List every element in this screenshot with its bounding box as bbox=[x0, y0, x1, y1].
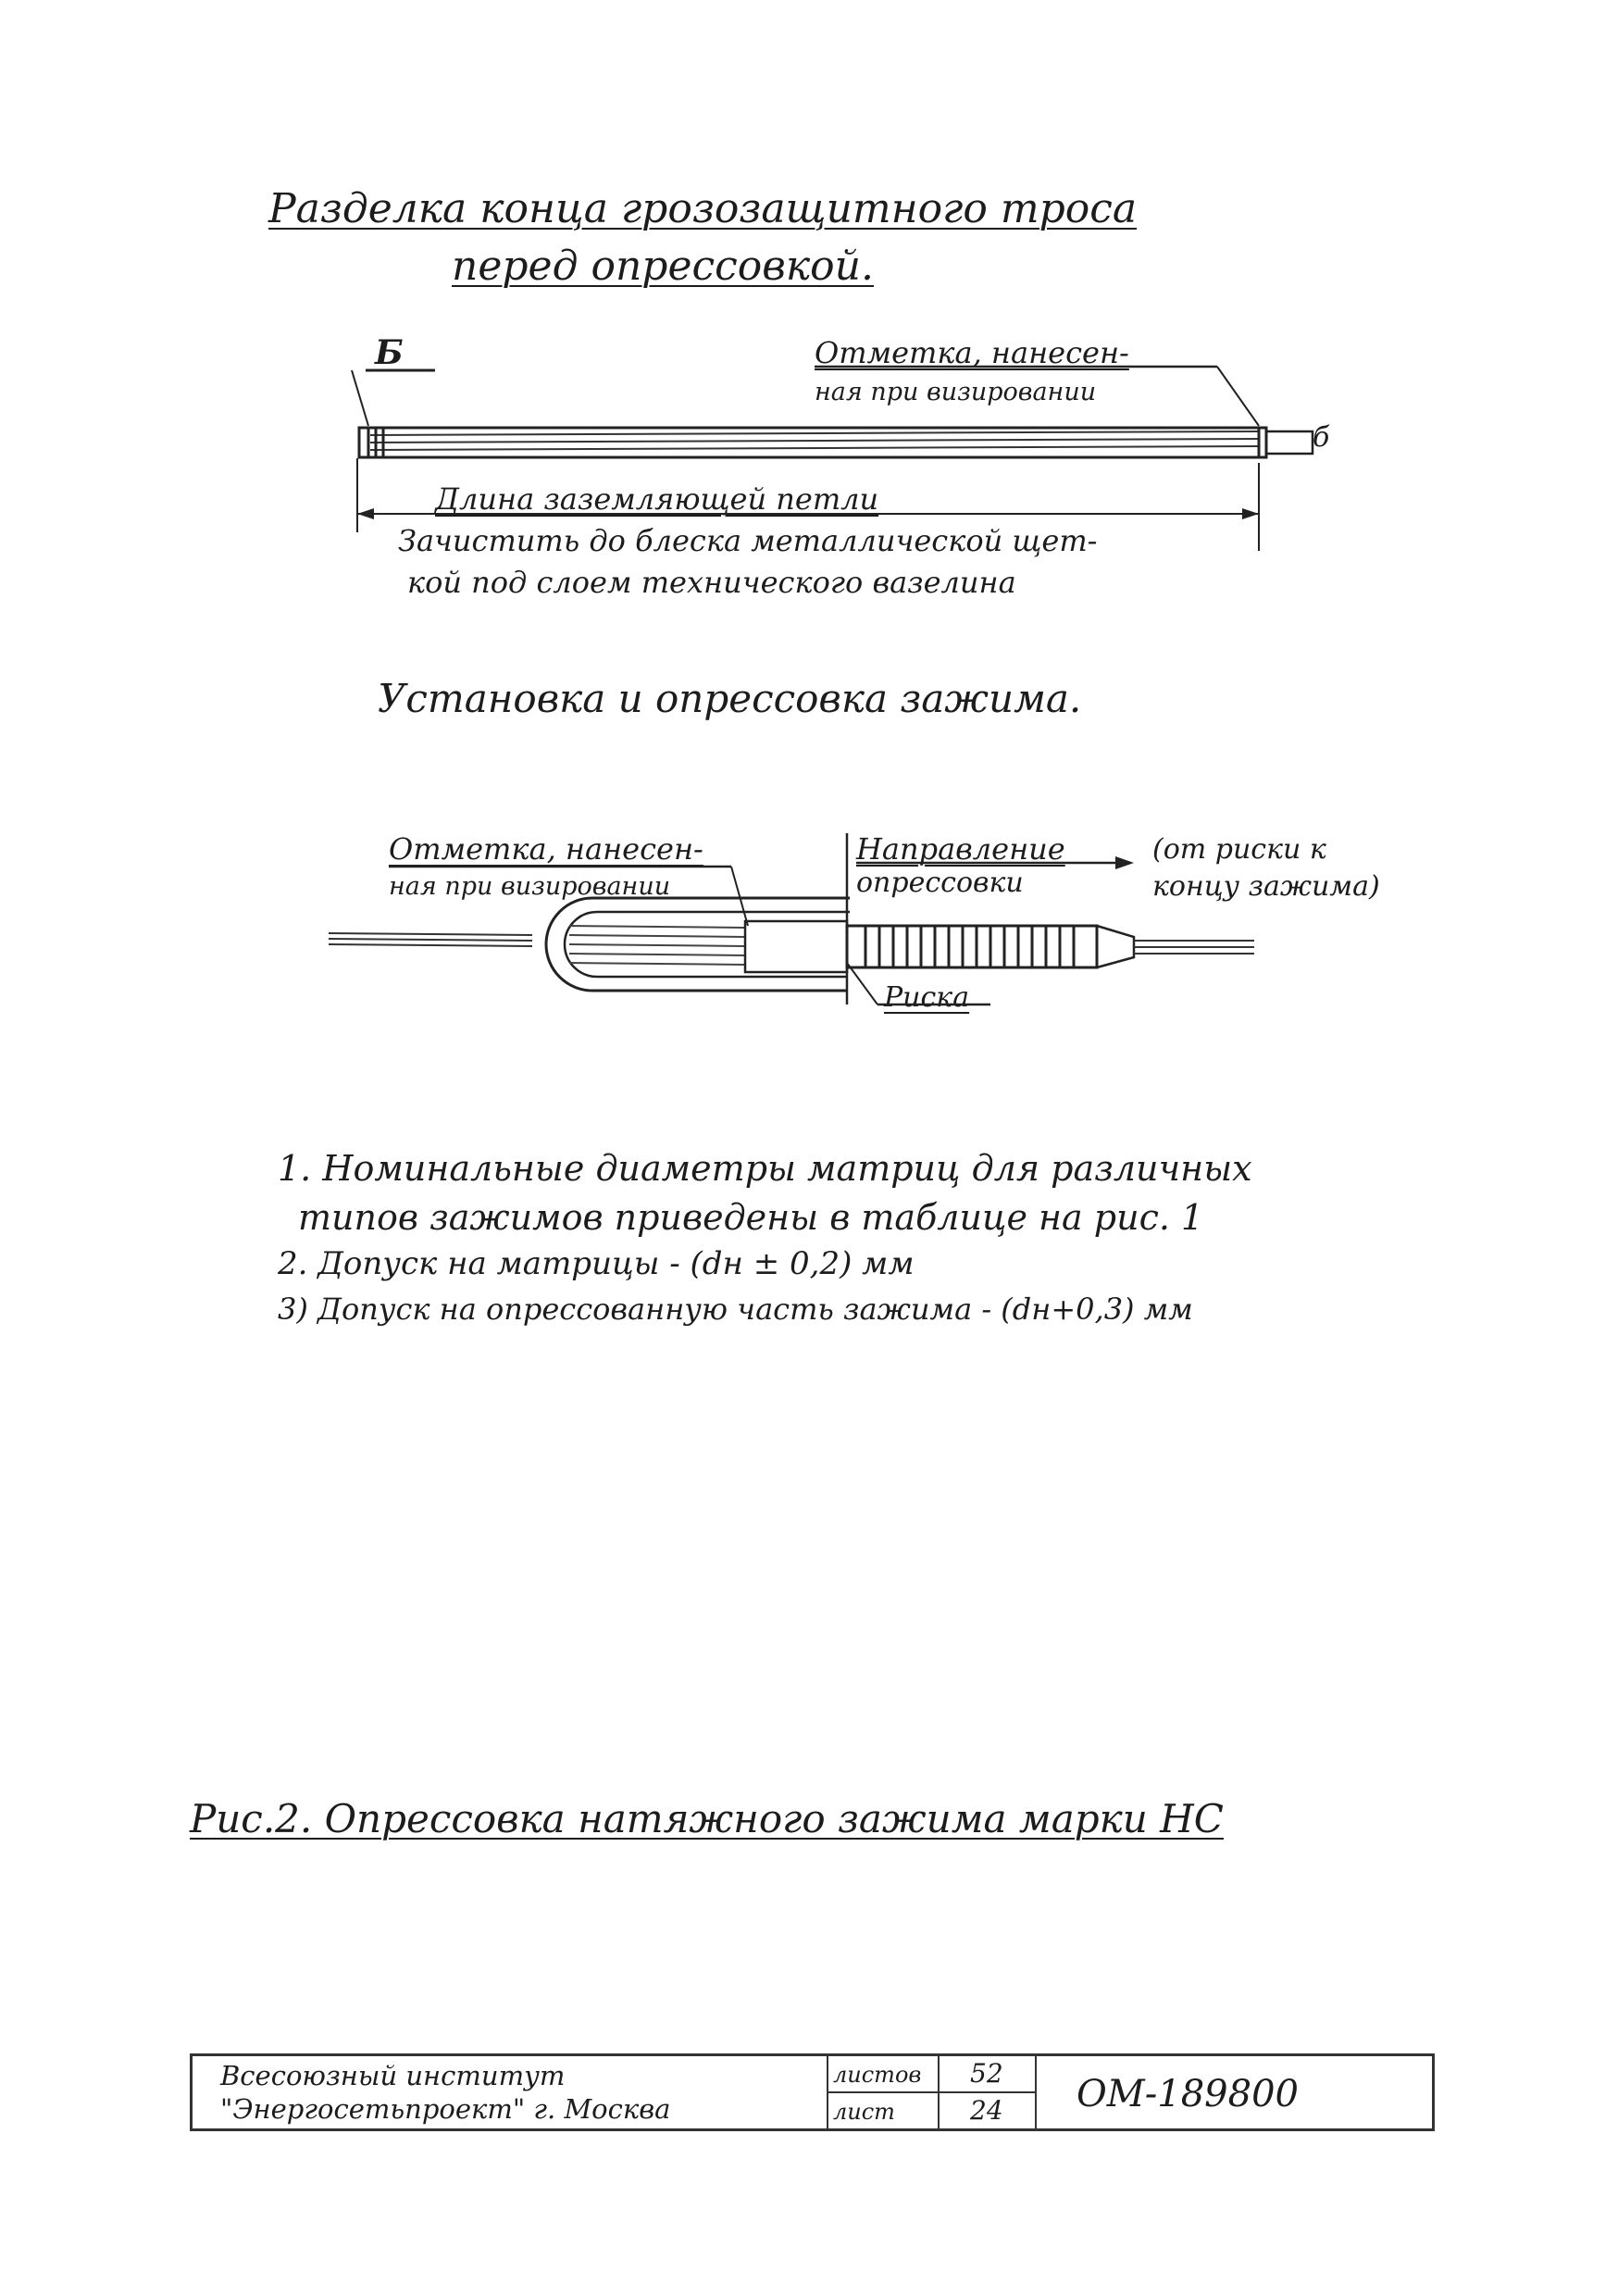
direction-note-line1: (от риски к bbox=[1152, 833, 1326, 866]
clean-instruction-line1: Зачистить до блеска металлической щет- bbox=[398, 523, 1098, 558]
section1-title-line2: перед опрессовкой. bbox=[452, 243, 874, 290]
title-block bbox=[190, 2053, 1435, 2131]
section2-mark-label-line2: ная при визировании bbox=[389, 872, 671, 901]
stamp-doc-number: ОМ-189800 bbox=[1077, 2073, 1299, 2115]
risk-label: Риска bbox=[884, 981, 970, 1014]
section2-title: Установка и опрессовка зажима. bbox=[378, 676, 1082, 721]
note-2: 2. Допуск на матрицы - (dн ± 0,2) мм bbox=[278, 1245, 915, 1282]
figure-caption: Рис.2. Опрессовка натяжного зажима марки НС bbox=[190, 1796, 1224, 1841]
stamp-divider bbox=[1035, 2056, 1037, 2128]
stamp-sheet-value: 24 bbox=[970, 2095, 1003, 2126]
section1-mark-label-line1: Отметка, нанесен- bbox=[815, 335, 1129, 370]
note-3: 3) Допуск на опрессованную часть зажима - (dн+0,3) мм bbox=[278, 1292, 1193, 1327]
stamp-divider bbox=[827, 2091, 1035, 2093]
clamp-drawing bbox=[0, 0, 1618, 1111]
label-b: Б bbox=[375, 333, 404, 372]
clean-instruction-line2: кой под слоем технического вазелина bbox=[407, 565, 1016, 600]
label-end-b: б bbox=[1313, 421, 1330, 454]
note-1-cont: типов зажимов приведены в таблице на рис. 1 bbox=[298, 1197, 1204, 1238]
stamp-org-line1: Всесоюзный институт bbox=[220, 2060, 566, 2091]
section1-title-line1: Разделка конца грозозащитного троса bbox=[268, 185, 1138, 232]
stamp-label-sheets: листов bbox=[833, 2062, 922, 2088]
direction-label-line1: Направление bbox=[856, 831, 1065, 867]
section2-mark-label-line1: Отметка, нанесен- bbox=[389, 831, 703, 867]
stamp-org-line2: "Энергосетьпроект" г. Москва bbox=[220, 2093, 671, 2125]
stamp-label-sheet: лист bbox=[833, 2099, 895, 2125]
note-1: 1. Номинальные диаметры матриц для различных bbox=[278, 1148, 1252, 1189]
section1-mark-label-line2: ная при визировании bbox=[815, 378, 1097, 406]
stamp-sheets-value: 52 bbox=[970, 2058, 1003, 2089]
direction-label-line2: опрессовки bbox=[856, 867, 1024, 899]
length-label: Длина заземляющей петли bbox=[435, 481, 879, 517]
direction-note-line2: концу зажима) bbox=[1152, 870, 1380, 903]
